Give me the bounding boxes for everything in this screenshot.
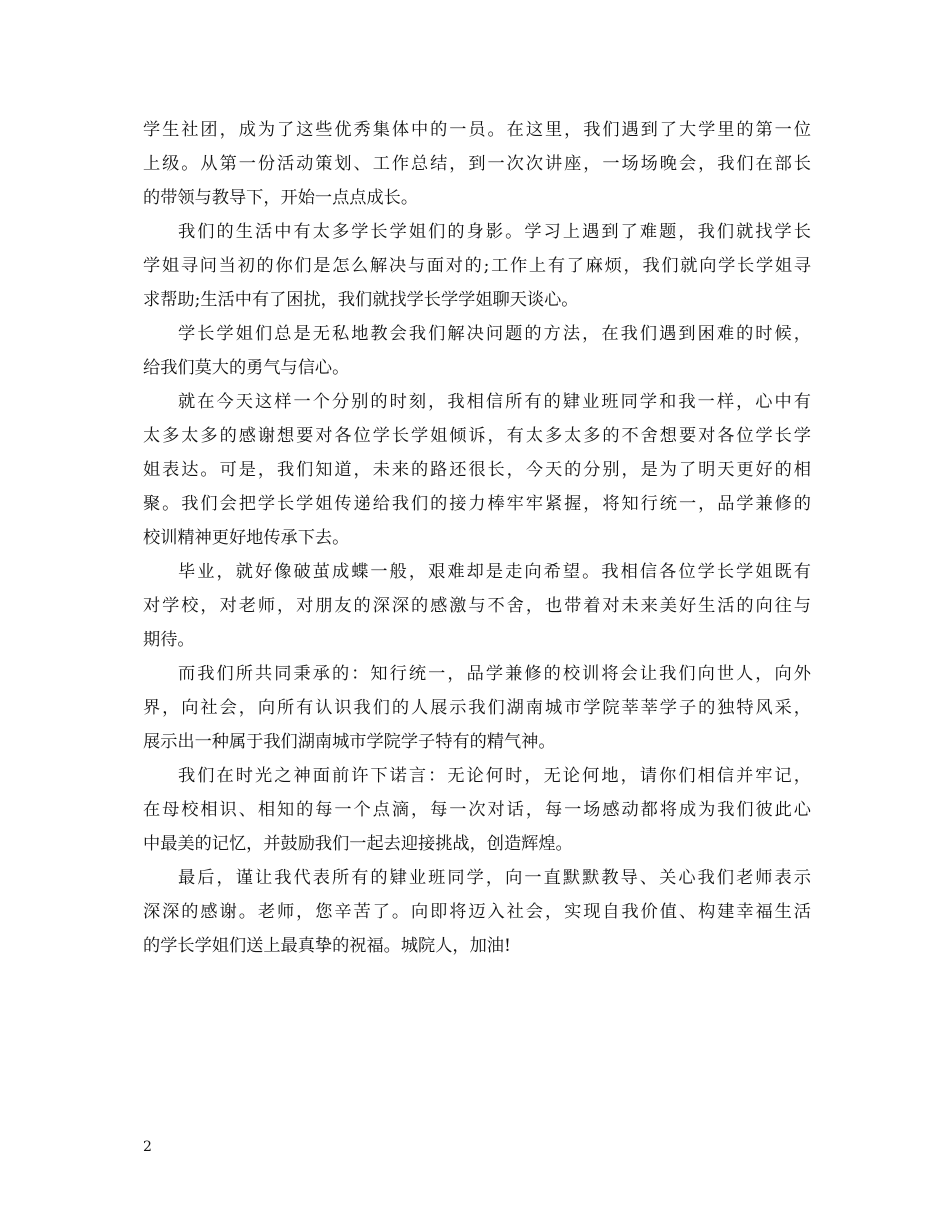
text-line: 太多太多的感谢想要对各位学长学姐倾诉，有太多太多的不舍想要对各位学长学 xyxy=(143,426,811,446)
text-line: 界，向社会，向所有认识我们的人展示我们湖南城市学院莘莘学子的独特风采， xyxy=(143,698,811,718)
text-line: 期待。 xyxy=(143,630,195,650)
text-line: 中最美的记忆，并鼓励我们一起去迎接挑战，创造辉煌。 xyxy=(143,834,573,854)
paragraph-first-line: 学长学姐们总是无私地教会我们解决问题的方法，在我们遇到困难的时候， xyxy=(178,324,811,344)
text-line: 校训精神更好地传承下去。 xyxy=(143,528,350,548)
text-line: 求帮助;生活中有了困扰，我们就找学长学学姐聊天谈心。 xyxy=(143,290,579,310)
text-line: 深深的感谢。老师，您辛苦了。向即将迈入社会，实现自我价值、构建幸福生活 xyxy=(143,902,811,922)
body-text xyxy=(143,113,811,963)
text-line: 给我们莫大的勇气与信心。 xyxy=(143,358,350,378)
text-line: 上级。从第一份活动策划、工作总结，到一次次讲座，一场场晚会，我们在部长 xyxy=(143,154,811,174)
page-number: 2 xyxy=(143,1139,152,1155)
text-line: 的带领与教导下，开始一点点成长。 xyxy=(143,188,419,208)
paragraph-first-line: 就在今天这样一个分别的时刻，我相信所有的肄业班同学和我一样，心中有 xyxy=(178,392,811,412)
paragraph-first-line: 我们的生活中有太多学长学姐们的身影。学习上遇到了难题，我们就找学长 xyxy=(178,222,811,242)
text-line: 聚。我们会把学长学姐传递给我们的接力棒牢牢紧握，将知行统一，品学兼修的 xyxy=(143,494,811,514)
paragraph-first-line: 毕业，就好像破茧成蝶一般，艰难却是走向希望。我相信各位学长学姐既有 xyxy=(178,562,811,582)
paragraph-first-line: 我们在时光之神面前许下诺言：无论何时，无论何地，请你们相信并牢记， xyxy=(178,766,811,786)
paragraph-first-line: 而我们所共同秉承的：知行统一，品学兼修的校训将会让我们向世人，向外 xyxy=(178,664,811,684)
text-line: 展示出一种属于我们湖南城市学院学子特有的精气神。 xyxy=(143,732,556,752)
text-line: 在母校相识、相知的每一个点滴，每一次对话，每一场感动都将成为我们彼此心 xyxy=(143,800,811,820)
text-line: 对学校，对老师，对朋友的深深的感激与不舍，也带着对未来美好生活的向往与 xyxy=(143,596,811,616)
paragraph-first-line: 最后，谨让我代表所有的肄业班同学，向一直默默教导、关心我们老师表示 xyxy=(178,868,811,888)
text-line: 的学长学姐们送上最真挚的祝福。城院人，加油! xyxy=(143,936,511,956)
text-line: 姐表达。可是，我们知道，未来的路还很长，今天的分别，是为了明天更好的相 xyxy=(143,460,811,480)
text-line: 学生社团，成为了这些优秀集体中的一员。在这里，我们遇到了大学里的第一位 xyxy=(143,120,811,140)
text-line: 学姐寻问当初的你们是怎么解决与面对的;工作上有了麻烦，我们就向学长学姐寻 xyxy=(143,256,811,276)
